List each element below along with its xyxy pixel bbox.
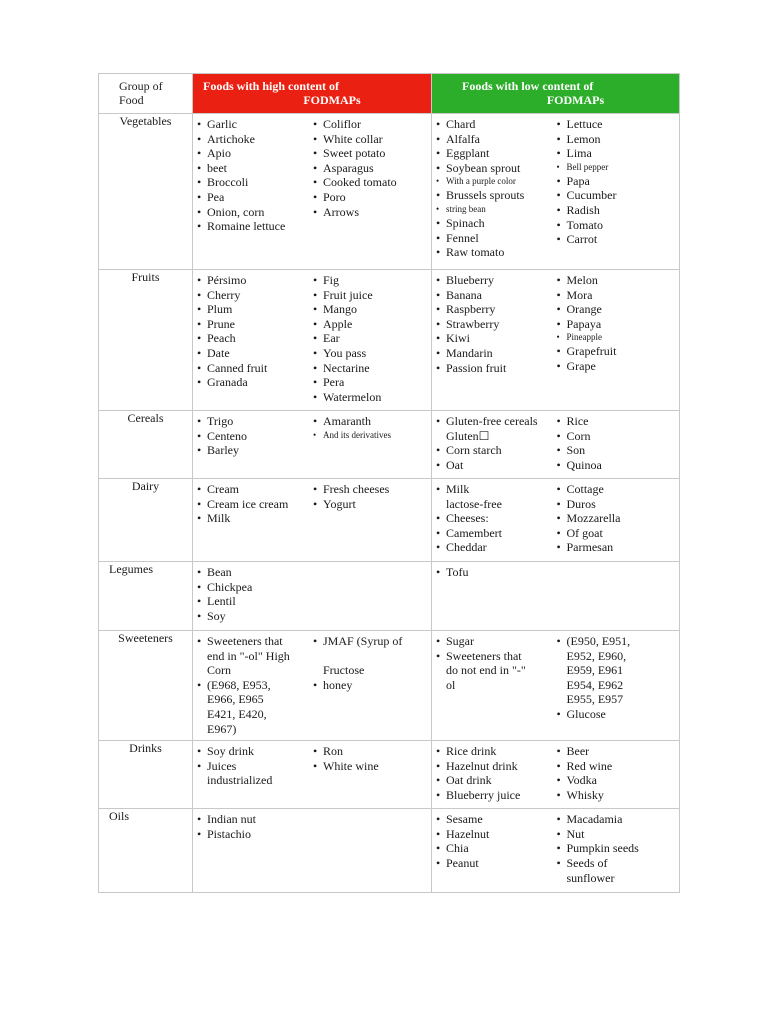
food-list <box>557 744 678 802</box>
low-fodmap-column <box>436 414 557 472</box>
food-item: • Sweet potato <box>313 146 429 161</box>
food-item: lactose-free <box>446 496 502 511</box>
food-list <box>436 634 557 692</box>
header-group-of-food: Group of Food <box>99 74 193 114</box>
food-item: • Onion, corn <box>197 205 313 220</box>
food-item: • Carrot <box>557 232 678 247</box>
table-row <box>99 631 680 741</box>
food-list <box>436 565 557 580</box>
food-group-name: Vegetables <box>99 114 193 270</box>
food-item: • Granada <box>197 375 313 390</box>
food-item: • Plum <box>197 302 313 317</box>
food-item: industrialized <box>207 773 273 788</box>
table-body <box>99 114 680 893</box>
food-item: • Bean <box>197 565 313 580</box>
food-item: • Corn <box>557 429 678 444</box>
food-item: E966, E965 <box>207 692 264 707</box>
food-item: • Lemon <box>557 132 678 147</box>
table-row <box>99 114 680 270</box>
food-item: • Lettuce <box>557 117 678 132</box>
high-fodmap-column <box>197 414 313 458</box>
food-item: do not end in "-" <box>446 663 526 678</box>
food-list <box>313 744 429 773</box>
food-item: • With a purple color <box>436 175 557 188</box>
fodmap-table <box>98 73 680 893</box>
food-item: • Sesame <box>436 812 557 827</box>
food-item: • Sweeteners that <box>197 634 313 649</box>
food-item: • (E968, E953, <box>197 678 313 693</box>
food-item: • Apple <box>313 317 429 332</box>
low-fodmap-cell <box>432 114 680 270</box>
food-item: • Pérsimo <box>197 273 313 288</box>
food-list <box>313 273 429 404</box>
food-item: • Indian nut <box>197 812 313 827</box>
high-fodmap-column <box>197 812 313 841</box>
food-item: • Vodka <box>557 773 678 788</box>
high-fodmap-cell <box>193 114 432 270</box>
high-fodmap-column <box>313 565 429 623</box>
food-item: E421, E420, <box>207 706 267 721</box>
food-item: • Orange <box>557 302 678 317</box>
food-list <box>436 744 557 802</box>
food-group-name: Drinks <box>99 741 193 809</box>
food-item: • Pineapple <box>557 331 678 344</box>
food-item: • Oat <box>436 458 557 473</box>
food-list <box>197 273 313 390</box>
food-item: • JMAF (Syrup of <box>313 634 429 649</box>
food-item: • Milk <box>436 482 557 497</box>
food-item: • White wine <box>313 759 429 774</box>
food-list <box>557 812 678 885</box>
high-fodmap-column <box>313 744 429 788</box>
food-list <box>313 414 429 442</box>
food-item: • Chickpea <box>197 580 313 595</box>
food-item: • Eggplant <box>436 146 557 161</box>
high-fodmap-cell <box>193 411 432 479</box>
food-item: • Alfalfa <box>436 132 557 147</box>
food-item: • Hazelnut <box>436 827 557 842</box>
high-fodmap-cell <box>193 741 432 809</box>
food-item: • Camembert <box>436 526 557 541</box>
food-item: • Whisky <box>557 788 678 803</box>
food-item: • Mandarin <box>436 346 557 361</box>
food-list <box>313 117 429 219</box>
high-fodmap-column <box>313 634 429 736</box>
food-item: • Coliflor <box>313 117 429 132</box>
food-list <box>197 812 313 841</box>
low-fodmap-cell <box>432 479 680 562</box>
food-list <box>557 414 678 472</box>
food-item: • Grape <box>557 359 678 374</box>
food-item: E955, E957 <box>566 692 624 707</box>
food-item: • Ron <box>313 744 429 759</box>
food-item: • Chia <box>436 841 557 856</box>
high-fodmap-column <box>197 117 313 234</box>
food-item: • Parmesan <box>557 540 678 555</box>
header-low-line-1: Foods with low content of <box>462 79 594 93</box>
table-row <box>99 270 680 411</box>
high-fodmap-column <box>313 117 429 234</box>
food-list <box>557 482 678 555</box>
table-row <box>99 809 680 893</box>
food-item: • Fennel <box>436 231 557 246</box>
food-item: • Melon <box>557 273 678 288</box>
high-fodmap-column <box>197 565 313 623</box>
food-item: • Tofu <box>436 565 557 580</box>
food-list <box>436 273 557 375</box>
food-item: • Rice <box>557 414 678 429</box>
food-item: E954, E962 <box>566 677 624 692</box>
high-fodmap-cell <box>193 479 432 562</box>
food-item: • Papa <box>557 174 678 189</box>
food-group-name: Sweeteners <box>99 631 193 741</box>
low-fodmap-column <box>557 634 678 722</box>
table-row <box>99 479 680 562</box>
food-item: • Red wine <box>557 759 678 774</box>
food-item: • Cream ice cream <box>197 497 313 512</box>
header-low-line-2: FODMAPs <box>546 93 605 107</box>
food-item: • Garlic <box>197 117 313 132</box>
low-fodmap-column <box>436 482 557 555</box>
food-item: • Beer <box>557 744 678 759</box>
low-fodmap-column <box>436 117 557 260</box>
food-item: • Poro <box>313 190 429 205</box>
food-item: • Soy drink <box>197 744 313 759</box>
low-fodmap-column <box>436 273 557 375</box>
food-group-name: Oils <box>99 809 193 893</box>
food-item: • Cheddar <box>436 540 557 555</box>
high-fodmap-column <box>313 414 429 458</box>
food-list <box>197 117 313 234</box>
food-item: • Asparagus <box>313 161 429 176</box>
food-item: • Date <box>197 346 313 361</box>
food-item: • Corn starch <box>436 443 557 458</box>
high-fodmap-column <box>313 812 429 841</box>
food-list <box>197 482 313 526</box>
food-item: ol <box>446 677 456 692</box>
food-list <box>197 744 313 788</box>
food-item: • Raw tomato <box>436 245 557 260</box>
food-item: • Nut <box>557 827 678 842</box>
food-item: • Cottage <box>557 482 678 497</box>
food-item: Gluten☐ <box>446 428 490 443</box>
high-fodmap-column <box>197 744 313 788</box>
food-item: • Arrows <box>313 205 429 220</box>
food-item: • Seeds of <box>557 856 678 871</box>
low-fodmap-column <box>557 482 678 555</box>
food-list <box>197 414 313 458</box>
food-item: • Blueberry <box>436 273 557 288</box>
food-item: • Yogurt <box>313 497 429 512</box>
food-item: • Tomato <box>557 218 678 233</box>
food-list <box>313 482 429 511</box>
low-fodmap-column <box>436 812 557 885</box>
food-item: • Spinach <box>436 216 557 231</box>
food-group-name: Dairy <box>99 479 193 562</box>
food-item: • White collar <box>313 132 429 147</box>
food-list <box>557 273 678 374</box>
food-item: • Cooked tomato <box>313 175 429 190</box>
food-list <box>557 117 678 247</box>
food-item: • beet <box>197 161 313 176</box>
high-fodmap-column <box>197 482 313 526</box>
food-item: • Macadamia <box>557 812 678 827</box>
food-item: • Mango <box>313 302 429 317</box>
food-item: • (E950, E951, <box>557 634 678 649</box>
food-item: • Peach <box>197 331 313 346</box>
food-item: • Amaranth <box>313 414 429 429</box>
food-item: • Lima <box>557 146 678 161</box>
food-item: • Cherry <box>197 288 313 303</box>
food-item: • Raspberry <box>436 302 557 317</box>
food-item: • Bell pepper <box>557 161 678 174</box>
low-fodmap-column <box>557 273 678 375</box>
low-fodmap-cell <box>432 270 680 411</box>
low-fodmap-column <box>557 812 678 885</box>
food-item: • Gluten-free cereals <box>436 414 557 429</box>
food-item: • Glucose <box>557 707 678 722</box>
food-item: • Hazelnut drink <box>436 759 557 774</box>
low-fodmap-cell <box>432 809 680 893</box>
food-list <box>436 117 557 260</box>
food-item: • Lentil <box>197 594 313 609</box>
low-fodmap-column <box>557 414 678 472</box>
food-item: • Peanut <box>436 856 557 871</box>
table-row <box>99 411 680 479</box>
low-fodmap-column <box>557 744 678 802</box>
food-item: E959, E961 <box>566 663 624 678</box>
low-fodmap-column <box>436 634 557 722</box>
food-item: • Son <box>557 443 678 458</box>
header-high-fodmaps <box>193 74 432 114</box>
food-item: • Centeno <box>197 429 313 444</box>
food-item: Fructose <box>323 663 365 678</box>
food-item: • Blueberry juice <box>436 788 557 803</box>
food-item: • Mozzarella <box>557 511 678 526</box>
food-item: • Broccoli <box>197 175 313 190</box>
food-item: • Pea <box>197 190 313 205</box>
food-list <box>197 634 313 736</box>
food-list <box>436 812 557 870</box>
food-item: • Milk <box>197 511 313 526</box>
food-item: • Sugar <box>436 634 557 649</box>
food-item: • Cream <box>197 482 313 497</box>
food-item: • honey <box>313 678 429 693</box>
table-row <box>99 562 680 631</box>
food-item: • Cucumber <box>557 188 678 203</box>
food-item: • Romaine lettuce <box>197 219 313 234</box>
food-group-name: Fruits <box>99 270 193 411</box>
food-item: • And its derivatives <box>313 429 429 442</box>
header-high-line-1: Foods with high content of <box>203 79 340 93</box>
food-item: • Mora <box>557 288 678 303</box>
low-fodmap-column <box>436 744 557 802</box>
food-item: • Cheeses: <box>436 511 557 526</box>
low-fodmap-cell <box>432 562 680 631</box>
food-item: • string bean <box>436 203 557 216</box>
food-item: E952, E960, <box>566 648 627 663</box>
food-item: • Duros <box>557 497 678 512</box>
low-fodmap-column <box>557 565 678 580</box>
high-fodmap-cell <box>193 631 432 741</box>
food-item: • Papaya <box>557 317 678 332</box>
food-group-name: Cereals <box>99 411 193 479</box>
food-item: • Watermelon <box>313 390 429 405</box>
food-list <box>436 482 557 555</box>
food-item: E967) <box>207 721 237 736</box>
food-item: • Rice drink <box>436 744 557 759</box>
food-item: • Prune <box>197 317 313 332</box>
food-item: • Oat drink <box>436 773 557 788</box>
food-item: • Passion fruit <box>436 361 557 376</box>
high-fodmap-cell <box>193 562 432 631</box>
food-list <box>313 634 429 692</box>
table-row <box>99 741 680 809</box>
food-item: • Chard <box>436 117 557 132</box>
high-fodmap-column <box>313 273 429 404</box>
food-list <box>197 565 313 623</box>
food-item: • Fig <box>313 273 429 288</box>
high-fodmap-cell <box>193 270 432 411</box>
low-fodmap-column <box>436 565 557 580</box>
food-item: • Brussels sprouts <box>436 188 557 203</box>
food-group-name: Legumes <box>99 562 193 631</box>
high-fodmap-column <box>313 482 429 526</box>
low-fodmap-cell <box>432 741 680 809</box>
food-item: • Strawberry <box>436 317 557 332</box>
food-item: sunflower <box>566 870 615 885</box>
food-item: • Barley <box>197 443 313 458</box>
food-item: • You pass <box>313 346 429 361</box>
food-item: • Kiwi <box>436 331 557 346</box>
food-item: • Radish <box>557 203 678 218</box>
header-high-line-2: FODMAPs <box>303 93 361 107</box>
food-list <box>557 634 678 722</box>
food-item: • Pera <box>313 375 429 390</box>
header-row <box>99 74 680 114</box>
high-fodmap-column <box>197 273 313 404</box>
food-item: • Ear <box>313 331 429 346</box>
low-fodmap-cell <box>432 411 680 479</box>
food-item: • Sweeteners that <box>436 649 557 664</box>
header-low-fodmaps <box>432 74 680 114</box>
food-item: • Apio <box>197 146 313 161</box>
food-item: • Fresh cheeses <box>313 482 429 497</box>
food-list <box>436 414 557 472</box>
low-fodmap-column <box>557 117 678 260</box>
food-item: end in "-ol" High Corn <box>207 648 290 678</box>
food-item: • Canned fruit <box>197 361 313 376</box>
food-item: • Grapefruit <box>557 344 678 359</box>
low-fodmap-cell <box>432 631 680 741</box>
food-item <box>313 649 429 664</box>
food-item: • Soy <box>197 609 313 624</box>
high-fodmap-cell <box>193 809 432 893</box>
food-item: • Pumpkin seeds <box>557 841 678 856</box>
food-item: • Fruit juice <box>313 288 429 303</box>
food-item: • Banana <box>436 288 557 303</box>
food-item: • Quinoa <box>557 458 678 473</box>
food-item: • Soybean sprout <box>436 161 557 176</box>
food-item: • Artichoke <box>197 132 313 147</box>
food-item: • Juices <box>197 759 313 774</box>
high-fodmap-column <box>197 634 313 736</box>
food-item: • Pistachio <box>197 827 313 842</box>
food-item: • Of goat <box>557 526 678 541</box>
food-item: • Trigo <box>197 414 313 429</box>
food-item: • Nectarine <box>313 361 429 376</box>
